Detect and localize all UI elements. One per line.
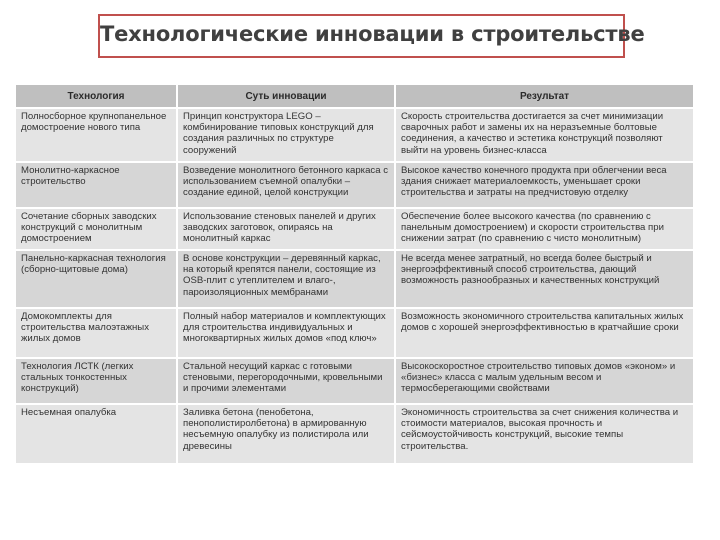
cell-essence: Возведение монолитного бетонного каркаса с использованием съемной опалубки – создание единой, целой конструкции [177, 162, 395, 208]
cell-result: Не всегда менее затратный, но всегда более быстрый и энергоэффективный способ строительства, дающий возможность разнообразных и качественных конструкций [395, 250, 693, 308]
table-row [15, 162, 693, 208]
cell-technology: Полносборное крупнопанельное домостроение нового типа [15, 108, 177, 162]
table-row [15, 404, 693, 463]
cell-essence: Стальной несущий каркас с готовыми стеновыми, перегородочными, кровельными и прочими элементами [177, 358, 395, 404]
cell-essence: Использование стеновых панелей и других заводских заготовок, опираясь на монолитный каркас [177, 208, 395, 250]
cell-technology: Монолитно-каркасное строительство [15, 162, 177, 208]
cell-technology: Домокомплекты для строительства малоэтажных жилых домов [15, 308, 177, 358]
slide-title: Технологические инновации в строительстве [100, 22, 645, 46]
table-header-row [15, 84, 693, 108]
cell-essence: В основе конструкции – деревянный каркас, на который крепятся панели, состоящие из OSB-плит с утеплителем и влаго-, пароизоляционных мембранами [177, 250, 395, 308]
cell-essence: Принцип конструктора LEGO – комбинирование типовых конструкций для создания различных по структуре сооружений [177, 108, 395, 162]
cell-result: Скорость строительства достигается за счет минимизации сварочных работ и замены их на неразъемные болтовые соединения, а качество и эстетика конструкций позволяют выйти на уровень бизнес-класса [395, 108, 693, 162]
cell-essence: Заливка бетона (пенобетона, пенополистиролбетона) в армированную несъемную опалубку из полистирола или древесины [177, 404, 395, 463]
cell-result: Обеспечение более высокого качества (по сравнению с панельным домостроением) и скорости строительства при снижении затрат (по сравнению с чисто монолитным) [395, 208, 693, 250]
table-row [15, 358, 693, 404]
cell-technology: Технология ЛСТК (легких стальных тонкостенных конструкций) [15, 358, 177, 404]
table-row [15, 108, 693, 162]
cell-technology: Сочетание сборных заводских конструкций с монолитным домостроением [15, 208, 177, 250]
cell-technology: Панельно-каркасная технология (сборно-щитовые дома) [15, 250, 177, 308]
header-technology: Технология [15, 84, 177, 108]
cell-result: Высокое качество конечного продукта при облегчении веса здания снижает материалоемкость, уменьшает сроки строительства и затраты на предчистовую отделку [395, 162, 693, 208]
table-row [15, 208, 693, 250]
header-result: Результат [395, 84, 693, 108]
header-essence: Суть инновации [177, 84, 395, 108]
innovations-table-container [14, 83, 693, 463]
table-row [15, 250, 693, 308]
title-box [98, 14, 645, 58]
cell-essence: Полный набор материалов и комплектующих для строительства индивидуальных и многоквартирных жилых домов «под ключ» [177, 308, 395, 358]
cell-result: Возможность экономичного строительства капитальных жилых домов с хорошей энергоэффективностью в кратчайшие сроки [395, 308, 693, 358]
innovations-table [14, 83, 693, 463]
cell-technology: Несъемная опалубка [15, 404, 177, 463]
cell-result: Высокоскоростное строительство типовых домов «эконом» и «бизнес» класса с малым удельным весом и термосберегающими свойствами [395, 358, 693, 404]
cell-result: Экономичность строительства за счет снижения количества и стоимости материалов, высокая прочность и сейсмоустойчивость конструкций, высокие темпы строительства. [395, 404, 693, 463]
table-row [15, 308, 693, 358]
